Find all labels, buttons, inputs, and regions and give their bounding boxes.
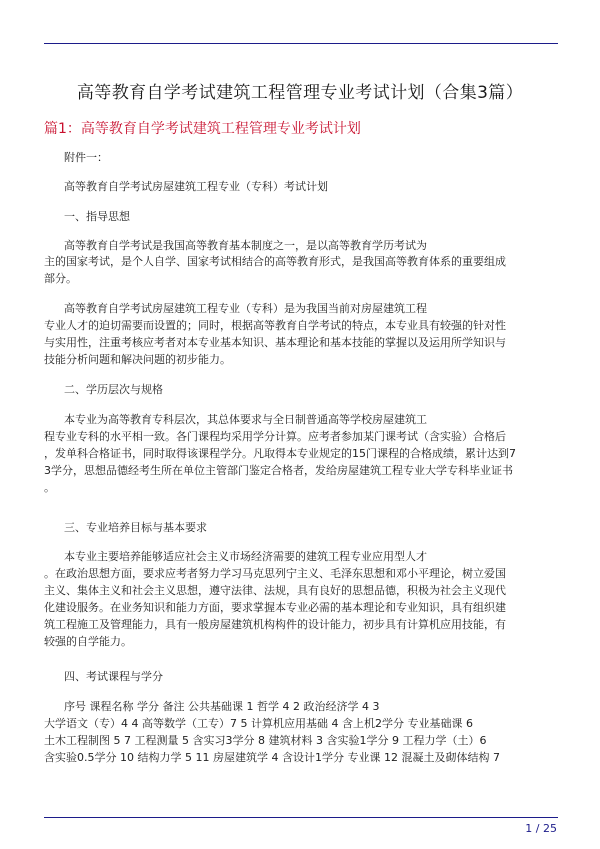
text-line: 附件一： [64, 151, 108, 164]
text-line: 化建设服务。在业务知识和能力方面，要求掌握本专业必需的基本理论和专业知识，具有组织建 [44, 601, 506, 614]
text-line: 与实用性，注重考核应考者对本专业基本知识、基本理论和基本技能的掌握以及运用所学知识与 [44, 336, 506, 349]
text-line: 筑工程施工及管理能力，具有一般房屋建筑机构构件的设计能力，初步具有计算机应用技能，有 [44, 618, 506, 631]
text-line: ，发单科合格证书，同时取得该课程学分。凡取得本专业规定的15门课程的合格成绩，累计达到7 [44, 447, 516, 460]
text-line: 。在政治思想方面，要求应考者努力学习马克思列宁主义、毛泽东思想和邓小平理论，树立爱国 [44, 567, 506, 580]
text-line: 高等教育自学考试房屋建筑工程专业（专科）是为我国当前对房屋建筑工程 [64, 302, 427, 315]
text-line: 3学分，思想品德经考生所在单位主管部门鉴定合格者，发给房屋建筑工程专业大学专科毕业证书 [44, 464, 513, 477]
text-line: 大学语文（专）4 4 高等数学（工专）7 5 计算机应用基础 4 含上机2学分 专业基础课 6 [44, 717, 473, 730]
subsection-heading: 二、学历层次与规格 [64, 383, 163, 396]
text-line: 本专业主要培养能够适应社会主义市场经济需要的建筑工程专业应用型人才 [64, 550, 427, 563]
text-line: 含实验0.5学分 10 结构力学 5 11 房屋建筑学 4 含设计1学分 专业课 12 混凝土及砌体结构 7 [44, 751, 500, 764]
header-rule [44, 43, 558, 44]
subsection-heading: 四、考试课程与学分 [64, 670, 163, 683]
page-number: 1 / 25 [525, 822, 557, 835]
text-line: 高等教育自学考试是我国高等教育基本制度之一，是以高等教育学历考试为 [64, 239, 427, 252]
text-line: 土木工程制图 5 7 工程测量 5 含实习3学分 8 建筑材料 3 含实验1学分 9 工程力学（土）6 [44, 734, 487, 747]
text-line: 专业人才的迫切需要而设置的；同时，根据高等教育自学考试的特点，本专业具有较强的针对性 [44, 319, 506, 332]
section-heading: 篇1：高等教育自学考试建筑工程管理专业考试计划 [44, 121, 361, 137]
text-line: 高等教育自学考试房屋建筑工程专业（专科）考试计划 [64, 180, 328, 193]
footer-rule [44, 817, 558, 818]
text-line: 程专业专科的水平相一致。各门课程均采用学分计算。应考者参加某门课考试（含实验）合格后 [44, 430, 506, 443]
text-line: 本专业为高等教育专科层次，其总体要求与全日制普通高等学校房屋建筑工 [64, 413, 427, 426]
text-line: 技能分析问题和解决问题的初步能力。 [44, 353, 231, 366]
subsection-heading: 一、指导思想 [64, 210, 130, 223]
text-line: 部分。 [44, 272, 77, 285]
text-line: 主的国家考试，是个人自学、国家考试相结合的高等教育形式，是我国高等教育体系的重要组成 [44, 255, 506, 268]
document-title: 高等教育自学考试建筑工程管理专业考试计划（合集3篇） [76, 83, 524, 103]
text-line: 主义、集体主义和社会主义思想，遵守法律、法规，具有良好的思想品德，积极为社会主义现代 [44, 584, 506, 597]
text-line: 。 [44, 481, 55, 494]
text-line: 序号 课程名称 学分 备注 公共基础课 1 哲学 4 2 政治经济学 4 3 [64, 700, 380, 713]
text-line: 较强的自学能力。 [44, 635, 132, 648]
subsection-heading: 三、专业培养目标与基本要求 [64, 521, 207, 534]
